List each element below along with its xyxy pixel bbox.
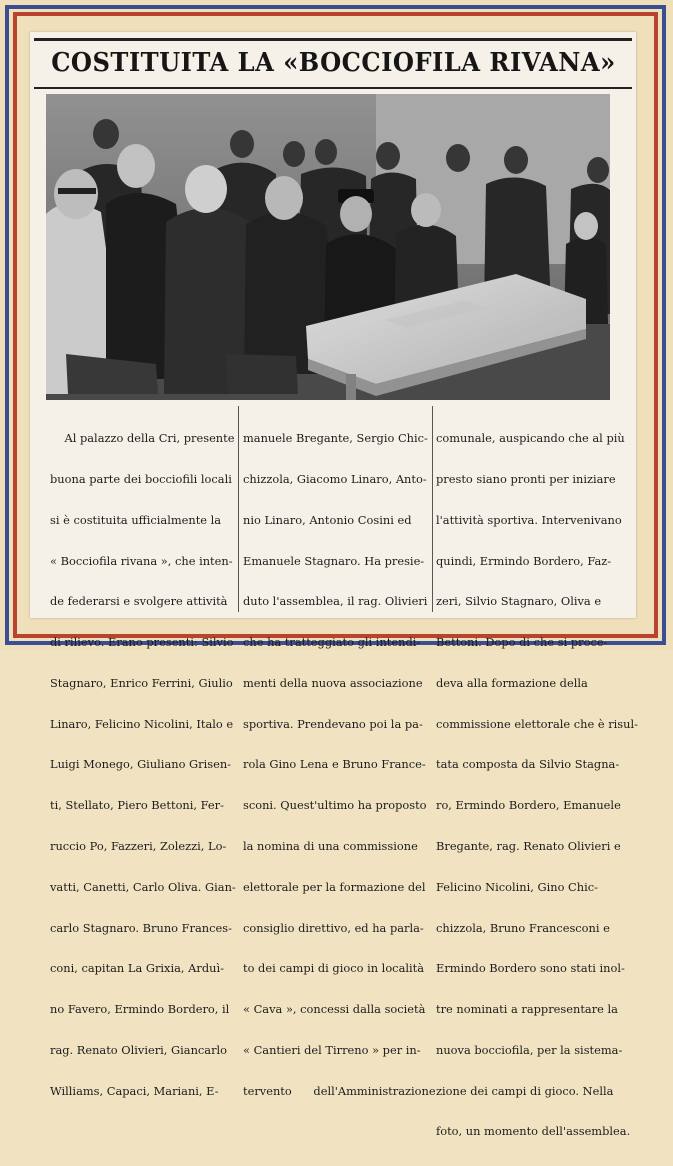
text-line: zeri, Silvio Stagnaro, Oliva e	[436, 594, 602, 609]
text-line: zione dei campi di gioco. Nella	[436, 1083, 614, 1098]
text-line: commissione elettorale che è risul-	[436, 716, 638, 731]
text-line: vatti, Canetti, Carlo Oliva. Gian-	[50, 879, 236, 894]
text-line: Linaro, Felicino Nicolini, Italo e	[50, 716, 234, 731]
text-line: de federarsi e svolgere attività	[50, 594, 228, 609]
text-line: Felicino Nicolini, Gino Chic-	[436, 879, 598, 894]
top-rule	[34, 38, 632, 41]
article-column-1	[50, 405, 236, 1098]
text-line: chizzola, Bruno Francesconi e	[436, 920, 610, 935]
text-line: « Cava », concessi dalla società	[243, 1002, 426, 1017]
text-line: chizzola, Giacomo Linaro, Anto-	[243, 471, 427, 486]
column-divider	[238, 406, 239, 612]
text-line: nuova bocciofila, per la sistema-	[436, 1042, 623, 1057]
photo-illustration	[46, 94, 610, 400]
text-line: tata composta da Silvio Stagna-	[436, 757, 620, 772]
text-line: Williams, Capaci, Mariani, E-	[50, 1083, 219, 1098]
text-line: Luigi Monego, Giuliano Grisen-	[50, 757, 232, 772]
text-line: « Cantieri del Tirreno » per in-	[243, 1042, 421, 1057]
text-line: ruccio Po, Fazzeri, Zolezzi, Lo-	[50, 839, 227, 853]
text-line: Bettoni. Dopo di che si proce-	[436, 635, 608, 650]
text-line: ti, Stellato, Piero Bettoni, Fer-	[50, 798, 224, 813]
headline: COSTITUITA LA «BOCCIOFILA RIVANA»	[51, 48, 616, 78]
text-line: sconi. Quest'ultimo ha proposto	[243, 798, 427, 813]
text-line: tre nominati a rappresentare la	[436, 1002, 618, 1017]
text-line: manuele Bregante, Sergio Chic-	[243, 431, 428, 446]
text-line: Stagnaro, Enrico Ferrini, Giulio	[50, 675, 233, 690]
text-line: consiglio direttivo, ed ha parla-	[243, 920, 424, 935]
headline-rule	[34, 87, 632, 89]
article-column-2	[243, 405, 436, 1098]
text-line: la nomina di una commissione	[243, 839, 418, 853]
text-line: Emanuele Stagnaro. Ha presie-	[243, 553, 425, 568]
newspaper-clipping	[30, 32, 638, 1139]
text-line: duto l'assemblea, il rag. Olivieri	[243, 594, 428, 609]
text-line: nio Linaro, Antonio Cosini ed	[243, 512, 412, 527]
text-line: presto siano pronti per iniziare	[436, 471, 616, 486]
text-line: di rilievo. Erano presenti: Silvio	[50, 635, 234, 650]
text-line: carlo Stagnaro. Bruno Frances-	[50, 920, 232, 935]
text-line: tervento dell'Amministrazione	[243, 1083, 436, 1098]
text-line: deva alla formazione della	[436, 675, 588, 690]
text-line: no Favero, Ermindo Bordero, il	[50, 1002, 230, 1017]
text-line: l'attività sportiva. Intervenivano	[436, 512, 622, 527]
text-line: menti della nuova associazione	[243, 675, 423, 690]
text-line: rag. Renato Olivieri, Giancarlo	[50, 1042, 228, 1057]
text-line: Ermindo Bordero sono stati inol-	[436, 961, 625, 976]
text-line: Al palazzo della Cri, presente	[50, 431, 235, 446]
text-line: ro, Ermindo Bordero, Emanuele	[436, 798, 621, 813]
text-line: quindi, Ermindo Bordero, Faz-	[436, 553, 612, 568]
column-divider	[432, 406, 433, 612]
text-line: sportiva. Prendevano poi la pa-	[243, 716, 423, 731]
text-line: coni, capitan La Grixia, Arduì-	[50, 961, 224, 976]
text-line: che ha tratteggiato gli intendi-	[243, 635, 421, 650]
text-line: to dei campi di gioco in località	[243, 961, 425, 976]
article-column-3	[436, 405, 638, 1139]
text-line: buona parte dei bocciofili locali	[50, 471, 232, 486]
text-line: Bregante, rag. Renato Olivieri e	[436, 839, 621, 853]
text-line: rola Gino Lena e Bruno France-	[243, 757, 426, 772]
text-line: comunale, auspicando che al più	[436, 431, 625, 446]
meeting-photo	[46, 94, 610, 400]
text-line: « Bocciofila rivana », che inten-	[50, 553, 233, 568]
text-line: si è costituita ufficialmente la	[50, 512, 222, 527]
text-line: elettorale per la formazione del	[243, 879, 426, 894]
text-line: foto, un momento dell'assemblea.	[436, 1124, 631, 1139]
